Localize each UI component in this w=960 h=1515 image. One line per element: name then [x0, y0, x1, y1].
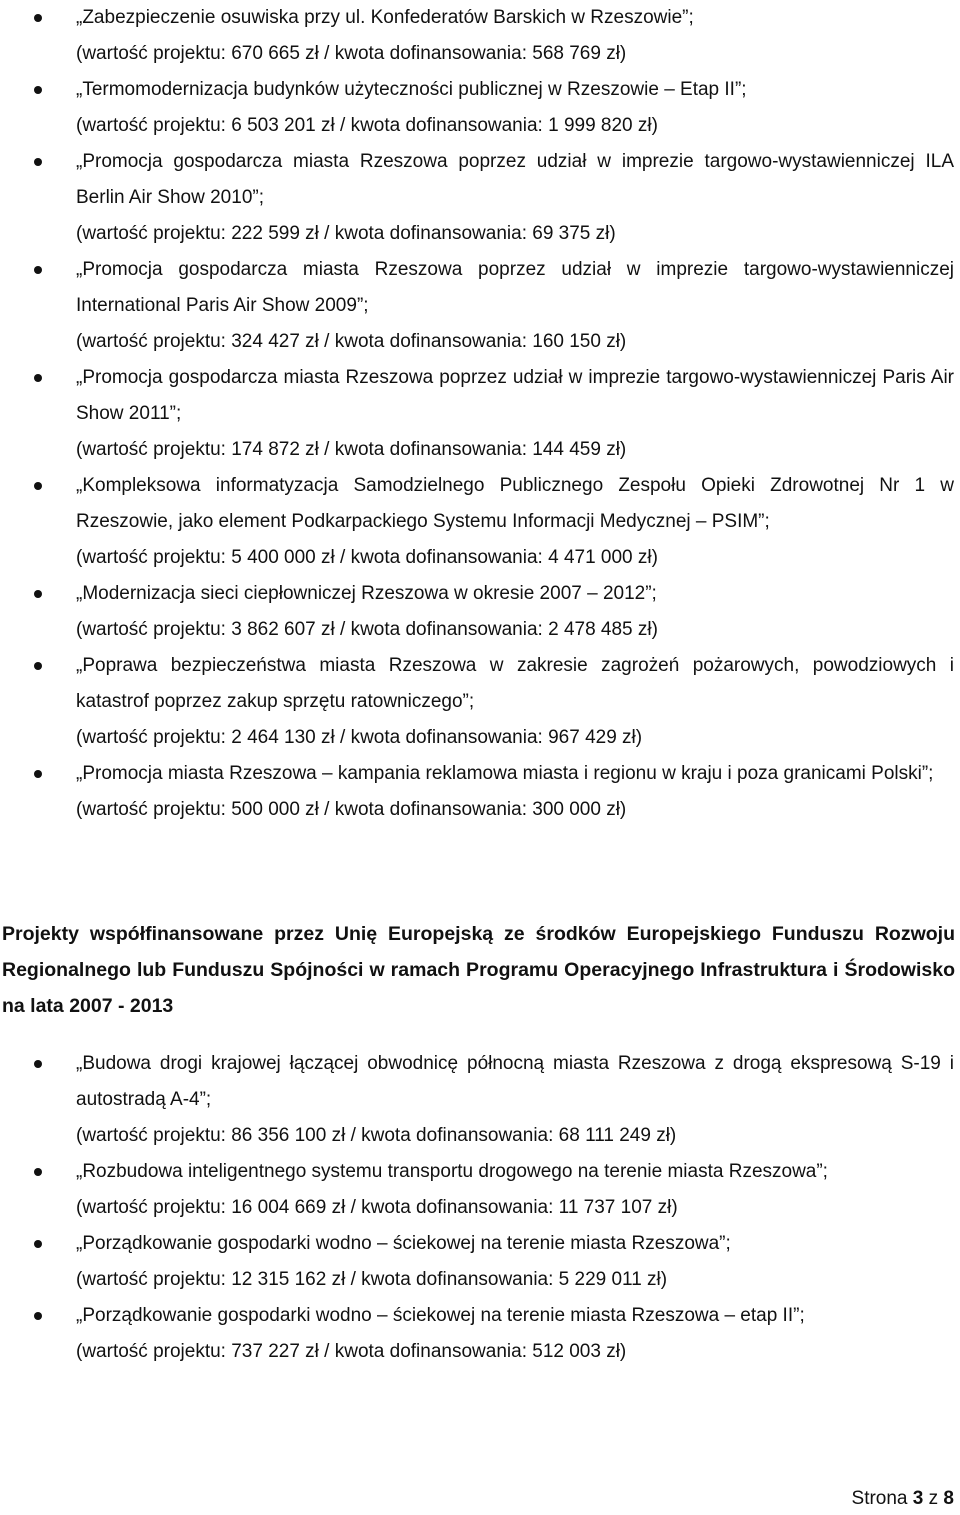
project-title: „Promocja gospodarcza miasta Rzeszowa poprzez udział w imprezie targowo-wystawienniczej Paris Air Show 2011”;: [76, 367, 954, 424]
list-item: [0, 144, 960, 252]
project-title: „Zabezpieczenie osuwiska przy ul. Konfederatów Barskich w Rzeszowie”;: [76, 7, 694, 28]
project-value: (wartość projektu: 222 599 zł / kwota dofinansowania: 69 375 zł): [76, 223, 616, 244]
project-title: „Rozbudowa inteligentnego systemu transportu drogowego na terenie miasta Rzeszowa”;: [76, 1161, 828, 1182]
bullet-icon: [34, 374, 42, 382]
project-title: „Porządkowanie gospodarki wodno – ściekowej na terenie miasta Rzeszowa”;: [76, 1233, 731, 1254]
list-item: [0, 468, 960, 576]
bullet-icon: [34, 158, 42, 166]
list-item: [0, 1046, 960, 1154]
bullet-icon: [34, 1240, 42, 1248]
project-value: (wartość projektu: 6 503 201 zł / kwota dofinansowania: 1 999 820 zł): [76, 115, 658, 136]
project-value: (wartość projektu: 5 400 000 zł / kwota dofinansowania: 4 471 000 zł): [76, 547, 658, 568]
project-title: „Kompleksowa informatyzacja Samodzielnego Publicznego Zespołu Opieki Zdrowotnej Nr 1 w Rzeszowie, jako element Podkarpackiego Systemu Informacji Medycznej – PSIM”;: [76, 475, 954, 532]
project-title: „Promocja miasta Rzeszowa – kampania reklamowa miasta i regionu w kraju i poza granicami Polski”;: [76, 763, 934, 784]
bullet-icon: [34, 86, 42, 94]
page-separator: z: [928, 1488, 939, 1509]
list-item: [0, 576, 960, 648]
bullet-icon: [34, 482, 42, 490]
section-heading: Projekty współfinansowane przez Unię Europejską ze środków Europejskiego Funduszu Rozwoju Regionalnego lub Funduszu Spójności w ramach Programu Operacyjnego Infrastruktura i Środowisko na lata 2007 - 2013: [2, 923, 955, 1017]
project-value: (wartość projektu: 86 356 100 zł / kwota dofinansowania: 68 111 249 zł): [76, 1125, 677, 1146]
project-value: (wartość projektu: 737 227 zł / kwota dofinansowania: 512 003 zł): [76, 1341, 627, 1362]
project-title: „Termomodernizacja budynków użyteczności publicznej w Rzeszowie – Etap II”;: [76, 79, 747, 100]
list-item: [0, 360, 960, 468]
project-title: „Modernizacja sieci ciepłowniczej Rzeszowa w okresie 2007 – 2012”;: [76, 583, 657, 604]
project-value: (wartość projektu: 324 427 zł / kwota dofinansowania: 160 150 zł): [76, 331, 627, 352]
list-item: [0, 1298, 960, 1370]
bullet-icon: [34, 266, 42, 274]
bullet-icon: [34, 770, 42, 778]
total-pages-number: 8: [943, 1488, 954, 1509]
page-footer: [852, 1488, 954, 1510]
project-title: „Promocja gospodarcza miasta Rzeszowa poprzez udział w imprezie targowo-wystawienniczej ILA Berlin Air Show 2010”;: [76, 151, 954, 208]
project-list-eu: [0, 1046, 960, 1370]
project-value: (wartość projektu: 670 665 zł / kwota dofinansowania: 568 769 zł): [76, 43, 627, 64]
list-item: [0, 0, 960, 72]
list-item: [0, 756, 960, 828]
page-label: Strona: [851, 1488, 908, 1509]
project-value: (wartość projektu: 3 862 607 zł / kwota dofinansowania: 2 478 485 zł): [76, 619, 658, 640]
bullet-icon: [34, 1060, 42, 1068]
bullet-icon: [34, 662, 42, 670]
list-item: [0, 1154, 960, 1226]
project-value: (wartość projektu: 500 000 zł / kwota dofinansowania: 300 000 zł): [76, 799, 627, 820]
bullet-icon: [34, 590, 42, 598]
project-value: (wartość projektu: 12 315 162 zł / kwota dofinansowania: 5 229 011 zł): [76, 1269, 668, 1290]
list-item: [0, 1226, 960, 1298]
project-title: „Promocja gospodarcza miasta Rzeszowa poprzez udział w imprezie targowo-wystawienniczej International Paris Air Show 2009”;: [76, 259, 954, 316]
list-item: [0, 72, 960, 144]
project-value: (wartość projektu: 174 872 zł / kwota dofinansowania: 144 459 zł): [76, 439, 627, 460]
project-title: „Porządkowanie gospodarki wodno – ściekowej na terenie miasta Rzeszowa – etap II”;: [76, 1305, 805, 1326]
project-value: (wartość projektu: 16 004 669 zł / kwota dofinansowania: 11 737 107 zł): [76, 1197, 678, 1218]
project-title: „Budowa drogi krajowej łączącej obwodnicę północną miasta Rzeszowa z drogą ekspresową S-19 i autostradą A-4”;: [76, 1053, 954, 1110]
bullet-icon: [34, 14, 42, 22]
list-item: [0, 648, 960, 756]
project-value: (wartość projektu: 2 464 130 zł / kwota dofinansowania: 967 429 zł): [76, 727, 643, 748]
current-page-number: 3: [912, 1488, 924, 1509]
bullet-icon: [34, 1312, 42, 1320]
project-title: „Poprawa bezpieczeństwa miasta Rzeszowa w zakresie zagrożeń pożarowych, powodziowych i katastrof poprzez zakup sprzętu ratowniczego”;: [76, 655, 954, 712]
bullet-icon: [34, 1168, 42, 1176]
list-item: [0, 252, 960, 360]
